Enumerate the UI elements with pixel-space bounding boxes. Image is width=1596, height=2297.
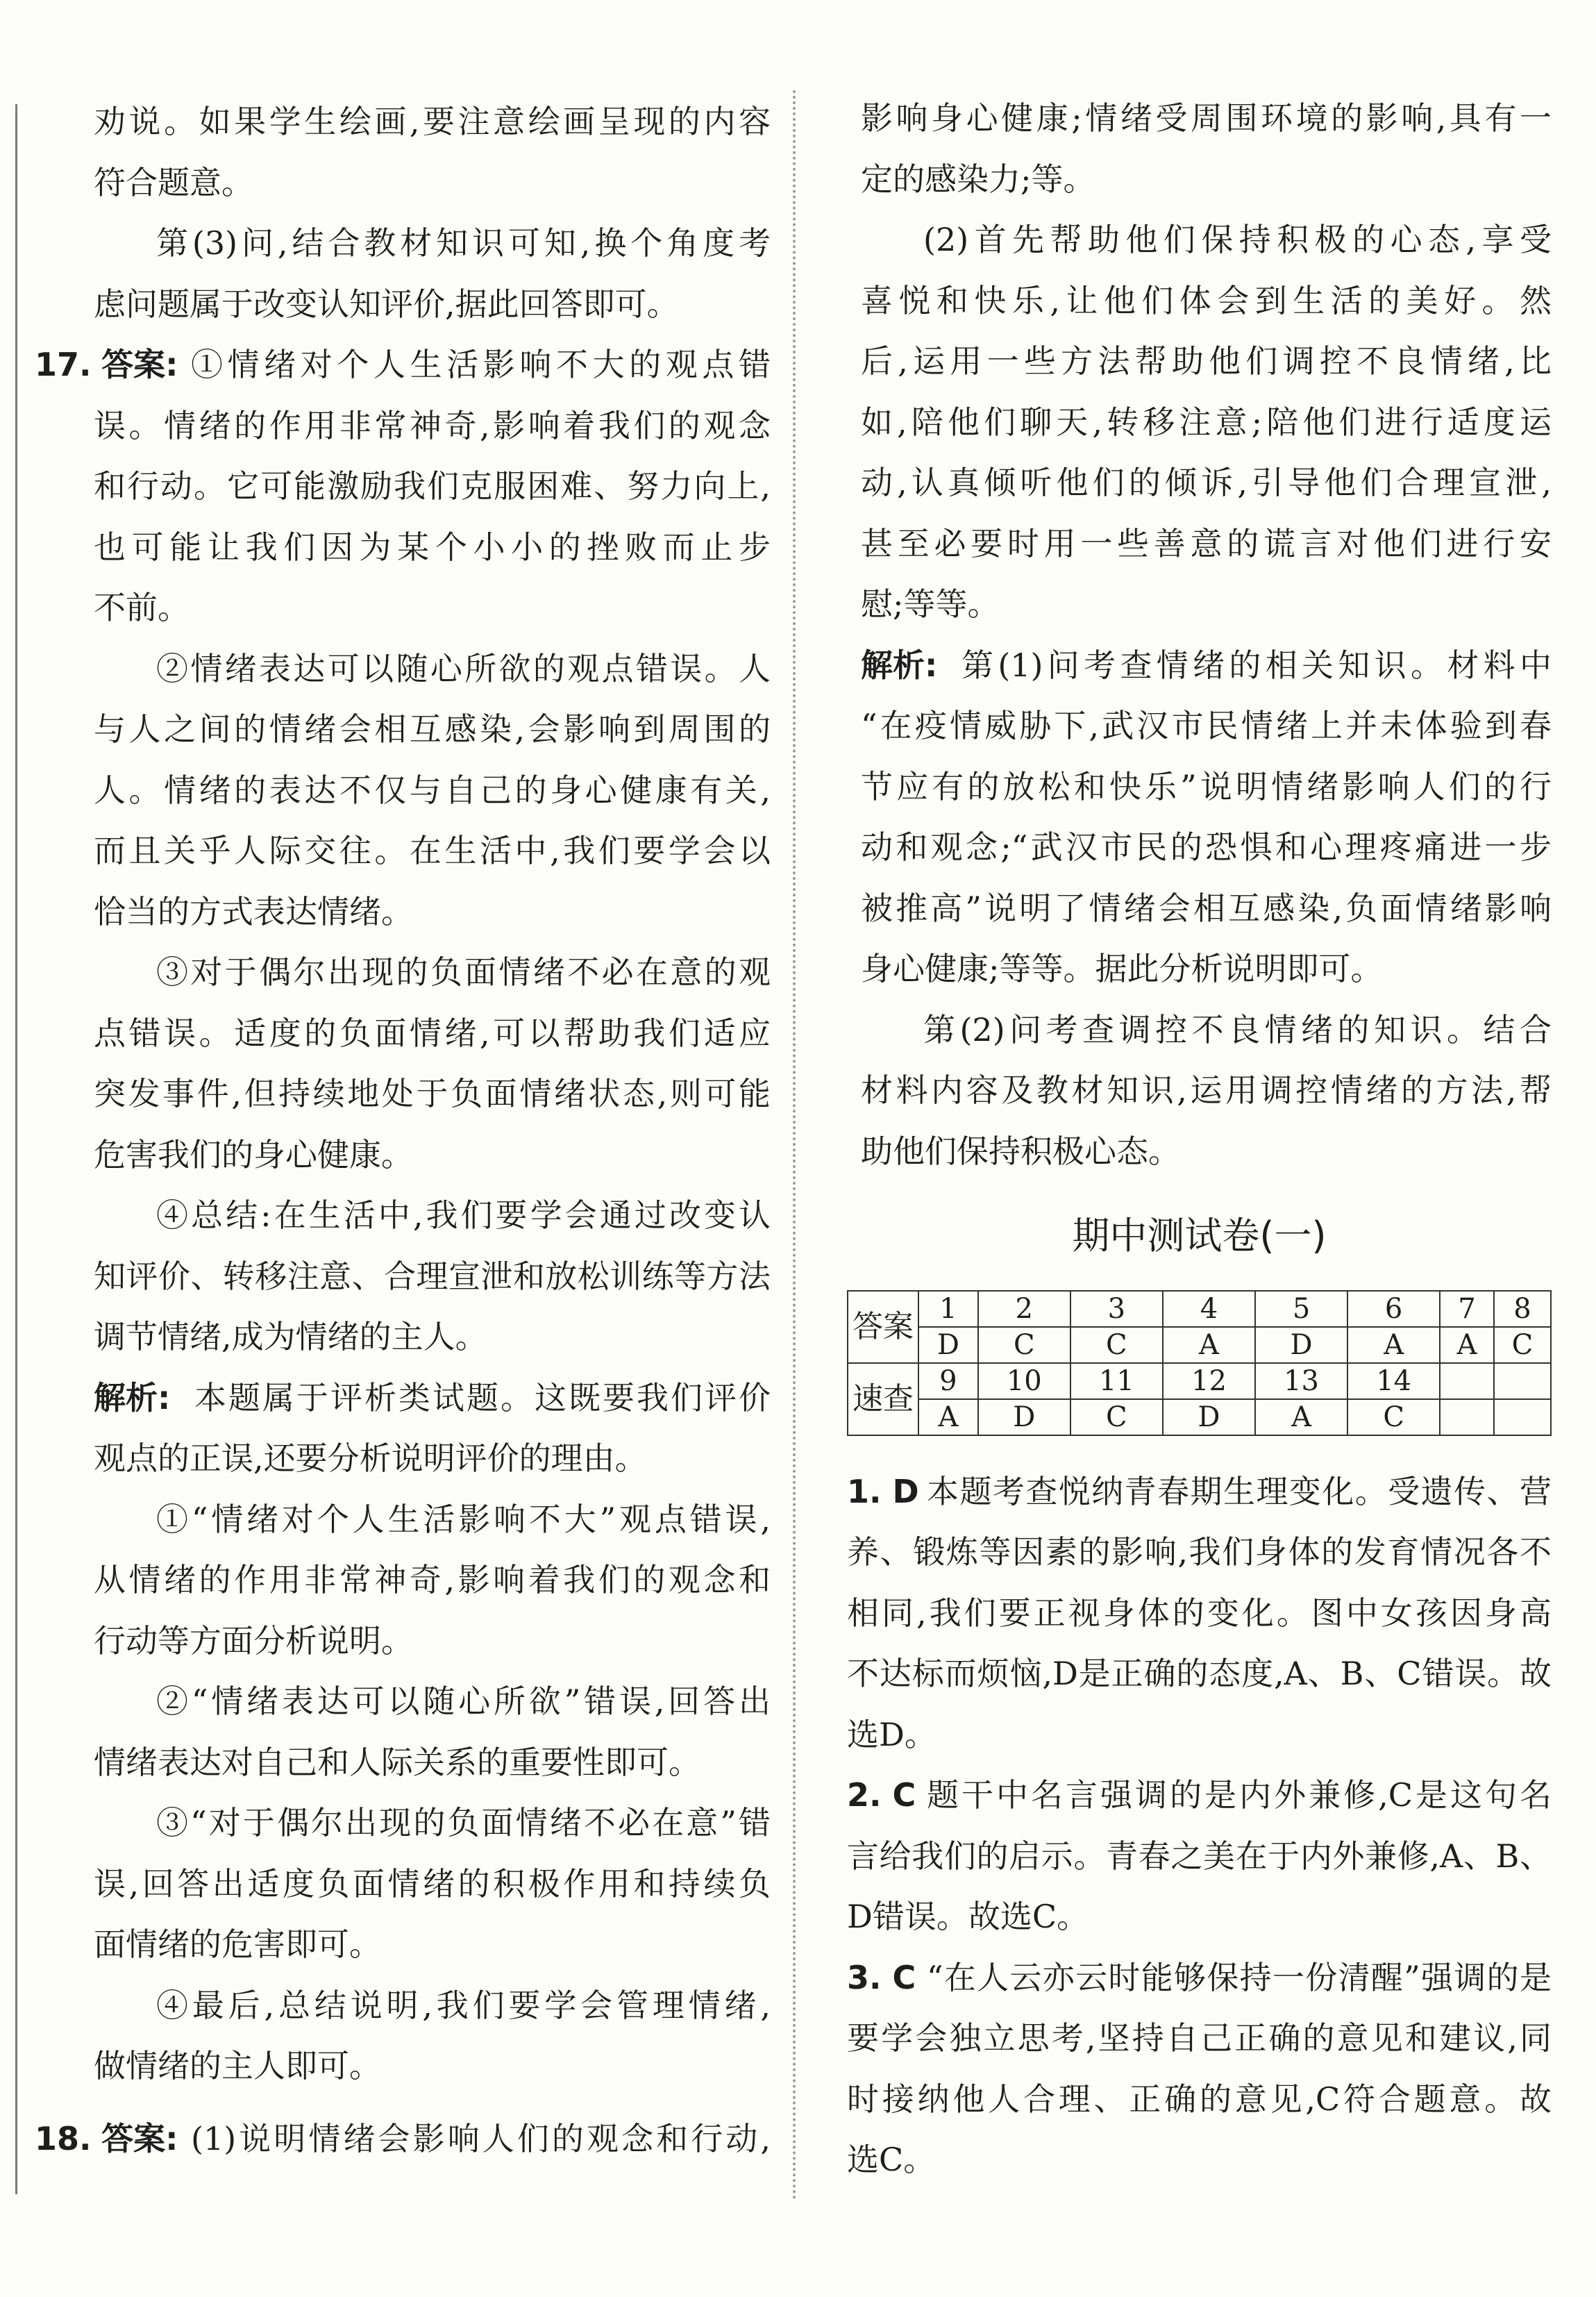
- text-line: 养、锻炼等因素的影响,我们身体的发育情况各不: [847, 1533, 1552, 1571]
- question-number-cell: 8: [1494, 1291, 1551, 1327]
- answer-cell: A: [1440, 1327, 1494, 1363]
- answer-cell: A: [1163, 1327, 1255, 1363]
- analysis-label: 解析:: [861, 646, 938, 684]
- question-number: 18.: [35, 2120, 92, 2157]
- question-number-cell: 1: [918, 1291, 978, 1327]
- question-number-cell: [1440, 1363, 1494, 1399]
- text-line: 行动等方面分析说明。: [94, 1622, 413, 1660]
- text-line: 第(1)问考查情绪的相关知识。材料中: [961, 646, 1552, 684]
- text-line: 如,陪他们聊天,转移注意;陪他们进行适度运: [861, 403, 1552, 441]
- answer-cell: D: [918, 1327, 978, 1363]
- text-line: 和行动。它可能激励我们克服困难、努力向上,: [94, 467, 771, 505]
- answer-key-1: 1. D: [847, 1473, 919, 1510]
- text-line: ①“情绪对个人生活影响不大”观点错误,: [156, 1501, 771, 1538]
- text-line: 从情绪的作用非常神奇,影响着我们的观念和: [94, 1561, 771, 1598]
- text-line: 恰当的方式表达情绪。: [94, 893, 413, 930]
- page-edge-rule: [15, 104, 17, 2194]
- answer-table: [847, 1290, 1552, 1436]
- text-line: 符合题意。: [94, 164, 253, 201]
- text-line: ④总结:在生活中,我们要学会通过改变认: [156, 1196, 771, 1234]
- text-line: 第(2)问考查调控不良情绪的知识。结合: [923, 1011, 1552, 1049]
- text-line: 本题考查悦纳青春期生理变化。受遗传、营: [927, 1473, 1552, 1510]
- table-header: 答案: [848, 1291, 918, 1363]
- text-line: 后,运用一些方法帮助他们调控不良情绪,比: [861, 342, 1552, 380]
- answer-cell: C: [978, 1327, 1070, 1363]
- text-line: 第(3)问,结合教材知识可知,换个角度考: [156, 224, 771, 262]
- text-line: 身心健康;等等。据此分析说明即可。: [861, 950, 1383, 987]
- answer-key-3: 3. C: [847, 1959, 916, 1996]
- text-line: 喜悦和快乐,让他们体会到生活的美好。然: [861, 282, 1552, 319]
- answer-key-2: 2. C: [847, 1776, 916, 1814]
- text-line: ③对于偶尔出现的负面情绪不必在意的观: [156, 953, 771, 991]
- text-line: 情绪表达对自己和人际关系的重要性即可。: [94, 1744, 700, 1781]
- text-line: 材料内容及教材知识,运用调控情绪的方法,帮: [861, 1071, 1552, 1109]
- answer-cell: A: [1347, 1327, 1440, 1363]
- answer-cell: A: [1255, 1399, 1347, 1435]
- text-line: 不前。: [94, 589, 190, 626]
- text-line: “在人云亦云时能够保持一份清醒”强调的是: [927, 1959, 1552, 1996]
- text-line: 误。情绪的作用非常神奇,影响着我们的观念: [94, 407, 771, 444]
- question-number-cell: 11: [1070, 1363, 1163, 1399]
- text-line: (1)说明情绪会影响人们的观念和行动,: [191, 2120, 771, 2157]
- text-line: 而且关乎人际交往。在生活中,我们要学会以: [94, 832, 771, 869]
- question-number-cell: 6: [1347, 1291, 1440, 1327]
- text-line: 劝说。如果学生绘画,要注意绘画呈现的内容: [94, 103, 771, 140]
- text-line: ②“情绪表达可以随心所欲”错误,回答出: [156, 1682, 771, 1720]
- text-line: 动和观念;“武汉市民的恐惧和心理疼痛进一步: [861, 828, 1552, 866]
- answer-cell: D: [978, 1399, 1070, 1435]
- text-line: 相同,我们要正视身体的变化。图中女孩因身高: [847, 1594, 1552, 1632]
- text-line: 调节情绪,成为情绪的主人。: [94, 1318, 487, 1355]
- text-line: 动,认真倾听他们的倾诉,引导他们合理宣泄,: [861, 464, 1552, 501]
- text-line: ①情绪对个人生活影响不大的观点错: [191, 346, 771, 383]
- text-line: 误,回答出适度负面情绪的积极作用和持续负: [94, 1865, 771, 1903]
- text-line: 突发事件,但持续地处于负面情绪状态,则可能: [94, 1075, 771, 1112]
- text-line: 点错误。适度的负面情绪,可以帮助我们适应: [94, 1014, 771, 1052]
- text-line: 与人之间的情绪会相互感染,会影响到周围的: [94, 710, 771, 748]
- question-number-cell: [1494, 1363, 1551, 1399]
- text-line: 不达标而烦恼,D是正确的态度,A、B、C错误。故: [847, 1655, 1552, 1692]
- text-line: 虑问题属于改变认知评价,据此回答即可。: [94, 285, 679, 323]
- answer-cell: D: [1255, 1327, 1347, 1363]
- text-line: 人。情绪的表达不仅与自己的身心健康有关,: [94, 771, 771, 809]
- table-header: 速查: [848, 1363, 918, 1435]
- question-number-cell: 4: [1163, 1291, 1255, 1327]
- text-line: ④最后,总结说明,我们要学会管理情绪,: [156, 1987, 771, 2024]
- text-line: 题干中名言强调的是内外兼修,C是这句名: [927, 1776, 1552, 1814]
- text-line: 时接纳他人合理、正确的意见,C符合题意。故: [847, 2080, 1552, 2118]
- text-line: D错误。故选C。: [847, 1898, 1089, 1935]
- text-line: 节应有的放松和快乐”说明情绪影响人们的行: [861, 768, 1552, 805]
- answer-label: 答案:: [101, 346, 178, 383]
- question-number-cell: 14: [1347, 1363, 1440, 1399]
- answer-cell: C: [1494, 1327, 1551, 1363]
- answer-cell: C: [1347, 1399, 1440, 1435]
- question-number-cell: 10: [978, 1363, 1070, 1399]
- text-line: 定的感染力;等。: [861, 160, 1095, 198]
- text-line: 助他们保持积极心态。: [861, 1133, 1180, 1170]
- answer-label: 答案:: [101, 2120, 178, 2157]
- analysis-label: 解析:: [94, 1379, 171, 1417]
- text-line: 甚至必要时用一些善意的谎言对他们进行安: [861, 525, 1552, 562]
- question-number-cell: 2: [978, 1291, 1070, 1327]
- column-divider: [793, 90, 796, 2201]
- text-line: 慰;等等。: [861, 585, 1000, 623]
- answer-cell: C: [1070, 1327, 1163, 1363]
- text-line: 也可能让我们因为某个小小的挫败而止步: [94, 528, 771, 566]
- text-line: 选C。: [847, 2141, 936, 2178]
- question-number-cell: 5: [1255, 1291, 1347, 1327]
- question-number-cell: 7: [1440, 1291, 1494, 1327]
- text-line: 做情绪的主人即可。: [94, 2047, 381, 2085]
- q17-label: [35, 344, 178, 385]
- text-line: 知评价、转移注意、合理宣泄和放松训练等方法: [94, 1258, 771, 1295]
- text-line: 影响身心健康;情绪受周围环境的影响,具有一: [861, 99, 1552, 137]
- question-number-cell: 9: [918, 1363, 978, 1399]
- text-line: 危害我们的身心健康。: [94, 1136, 413, 1173]
- text-line: 观点的正误,还要分析说明评价的理由。: [94, 1439, 647, 1477]
- text-line: (2)首先帮助他们保持积极的心态,享受: [923, 221, 1552, 258]
- question-number-cell: 3: [1070, 1291, 1163, 1327]
- text-line: 选D。: [847, 1716, 936, 1753]
- text-line: 被推高”说明了情绪会相互感染,负面情绪影响: [861, 889, 1552, 927]
- answer-cell: [1494, 1399, 1551, 1435]
- text-line: 言给我们的启示。青春之美在于内外兼修,A、B、: [847, 1837, 1552, 1875]
- q18-label: [35, 2118, 178, 2160]
- text-line: “在疫情威胁下,武汉市民情绪上并未体验到春: [861, 707, 1552, 744]
- question-number-cell: 12: [1163, 1363, 1255, 1399]
- answer-cell: C: [1070, 1399, 1163, 1435]
- section-title: 期中测试卷(一): [1072, 1214, 1327, 1258]
- text-line: ③“对于偶尔出现的负面情绪不必在意”错: [156, 1804, 771, 1841]
- question-number-cell: 13: [1255, 1363, 1347, 1399]
- text-line: 面情绪的危害即可。: [94, 1926, 381, 1963]
- answer-cell: [1440, 1399, 1494, 1435]
- answer-cell: A: [918, 1399, 978, 1435]
- text-line: 本题属于评析类试题。这既要我们评价: [194, 1379, 771, 1417]
- question-number: 17.: [35, 346, 92, 383]
- text-line: 要学会独立思考,坚持自己正确的意见和建议,同: [847, 2019, 1552, 2057]
- answer-cell: D: [1163, 1399, 1255, 1435]
- text-line: ②情绪表达可以随心所欲的观点错误。人: [156, 650, 771, 687]
